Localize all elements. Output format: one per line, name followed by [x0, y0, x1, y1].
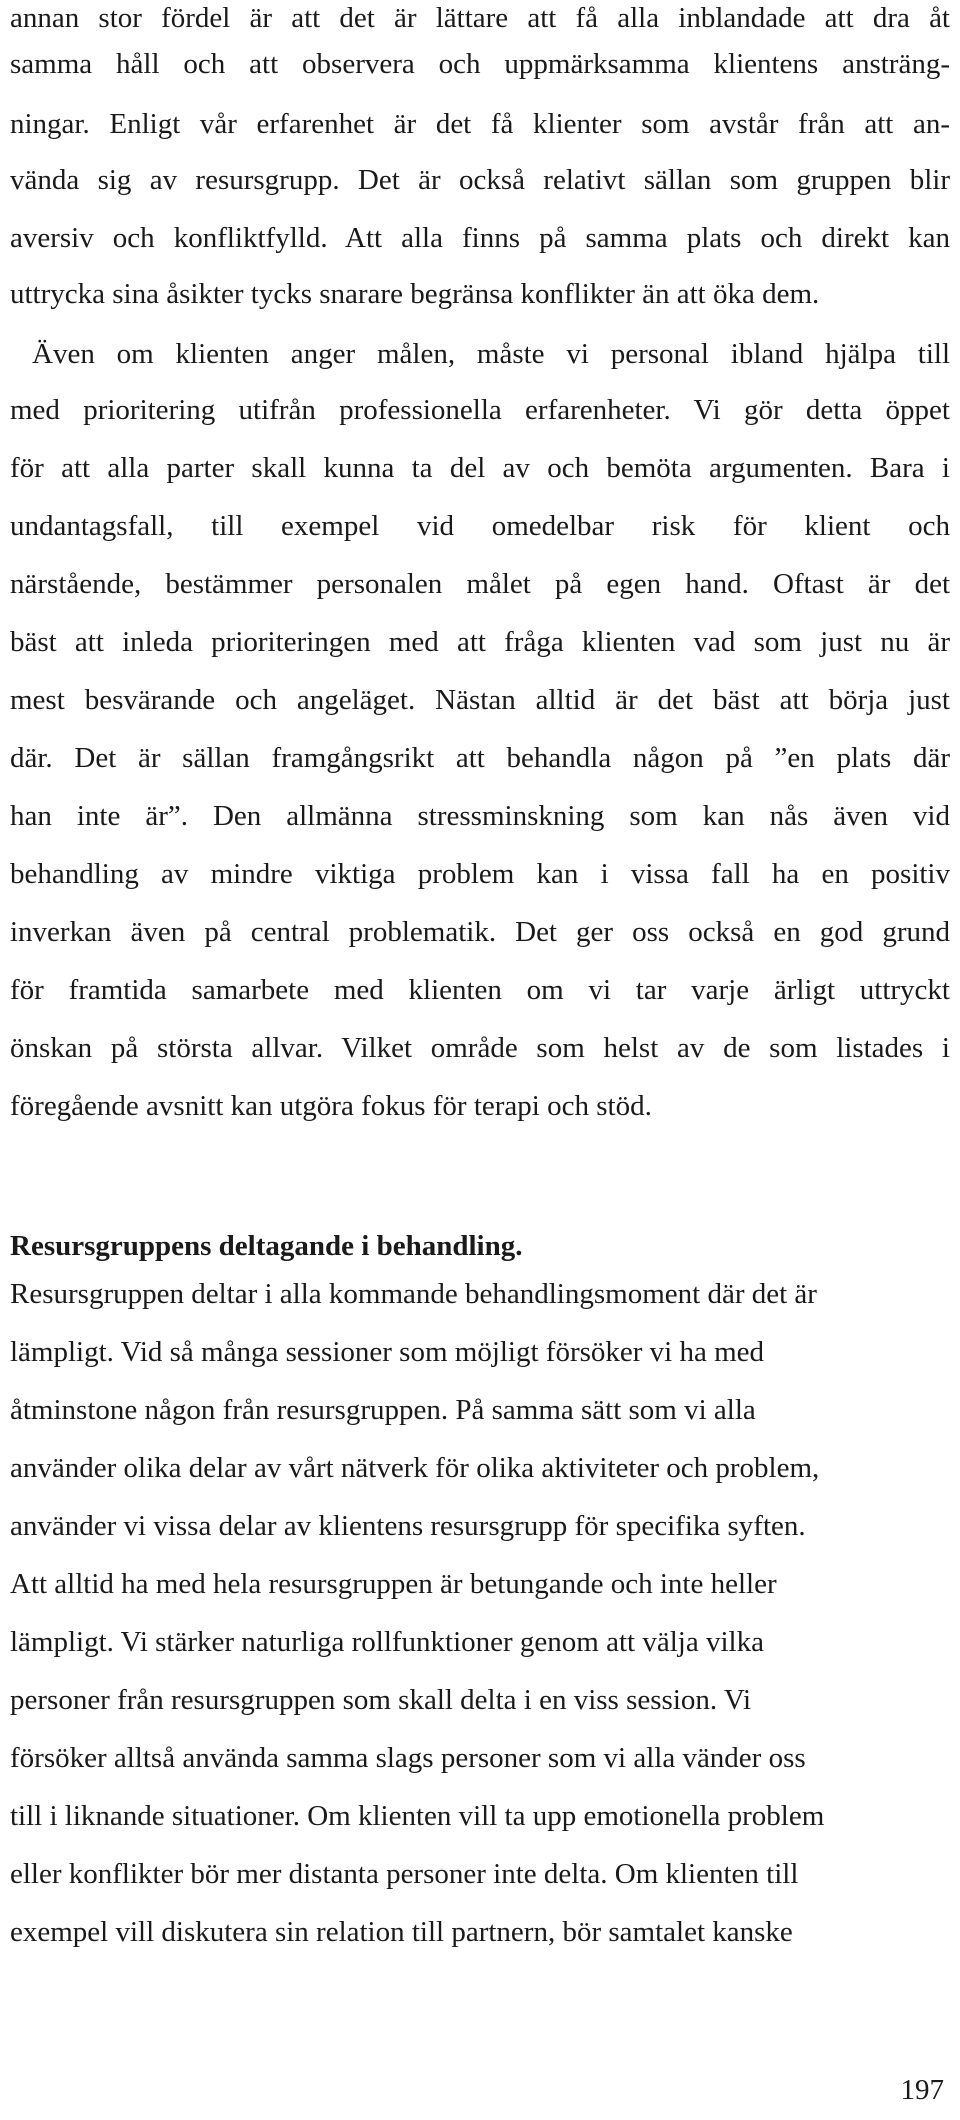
paragraph-line: med prioritering utifrån professionella erfarenheter. Vi gör detta öppet — [10, 394, 950, 426]
paragraph-line: närstående, bestämmer personalen målet på egen hand. Oftast är det — [10, 568, 950, 600]
paragraph-line: ningar. Enligt vår erfarenhet är det få klienter som avstår från att an- — [10, 108, 950, 140]
paragraph-line: lämpligt. Vid så många sessioner som möjligt försöker vi ha med — [10, 1336, 765, 1368]
paragraph-line: lämpligt. Vi stärker naturliga rollfunktioner genom att välja vilka — [10, 1626, 764, 1658]
paragraph-line: använder olika delar av vårt nätverk för olika aktiviteter och problem, — [10, 1452, 820, 1484]
paragraph-line: använder vi vissa delar av klientens resursgrupp för specifika syften. — [10, 1510, 806, 1542]
paragraph-line: exempel vill diskutera sin relation till partnern, bör samtalet kanske — [10, 1916, 793, 1948]
paragraph-line: försöker alltså använda samma slags personer som vi alla vänder oss — [10, 1742, 806, 1774]
paragraph-line: där. Det är sällan framgångsrikt att behandla någon på ”en plats där — [10, 742, 950, 774]
paragraph-line: uttrycka sina åsikter tycks snarare begränsa konflikter än att öka dem. — [10, 278, 820, 310]
paragraph-line: vända sig av resursgrupp. Det är också relativt sällan som gruppen blir — [10, 164, 950, 196]
paragraph-line: undantagsfall, till exempel vid omedelbar risk för klient och — [10, 510, 950, 542]
paragraph-line: åtminstone någon från resursgruppen. På samma sätt som vi alla — [10, 1394, 756, 1426]
paragraph-line: till i liknande situationer. Om klienten vill ta upp emotionella problem — [10, 1800, 825, 1832]
paragraph-line: föregående avsnitt kan utgöra fokus för terapi och stöd. — [10, 1090, 652, 1122]
paragraph-line: han inte är”. Den allmänna stressminskning som kan nås även vid — [10, 800, 950, 832]
paragraph-line: personer från resursgruppen som skall delta i en viss session. Vi — [10, 1684, 752, 1716]
paragraph-line: inverkan även på central problematik. Det ger oss också en god grund — [10, 916, 950, 948]
document-page — [10, 0, 950, 2120]
paragraph-line: eller konflikter bör mer distanta personer inte delta. Om klienten till — [10, 1858, 799, 1890]
paragraph-line: behandling av mindre viktiga problem kan i vissa fall ha en positiv — [10, 858, 950, 890]
paragraph-line: Även om klienten anger målen, måste vi personal ibland hjälpa till — [32, 338, 950, 370]
paragraph-line: önskan på största allvar. Vilket område som helst av de som listades i — [10, 1032, 950, 1064]
paragraph-line: för att alla parter skall kunna ta del av och bemöta argumenten. Bara i — [10, 452, 950, 484]
paragraph-line: bäst att inleda prioriteringen med att fråga klienten vad som just nu är — [10, 626, 950, 658]
section-heading: Resursgruppens deltagande i behandling. — [10, 1230, 523, 1262]
page-number: 197 — [900, 2074, 944, 2106]
paragraph-line: annan stor fördel är att det är lättare att få alla inblandade att dra åt — [10, 2, 950, 34]
paragraph-line: för framtida samarbete med klienten om vi tar varje ärligt uttryckt — [10, 974, 950, 1006]
paragraph-line: Resursgruppen deltar i alla kommande behandlingsmoment där det är — [10, 1278, 817, 1310]
paragraph-line: Att alltid ha med hela resursgruppen är betungande och inte heller — [10, 1568, 777, 1600]
paragraph-line: mest besvärande och angeläget. Nästan alltid är det bäst att börja just — [10, 684, 950, 716]
paragraph-line: aversiv och konfliktfylld. Att alla finns på samma plats och direkt kan — [10, 222, 950, 254]
paragraph-line: samma håll och att observera och uppmärksamma klientens ansträng- — [10, 48, 950, 80]
